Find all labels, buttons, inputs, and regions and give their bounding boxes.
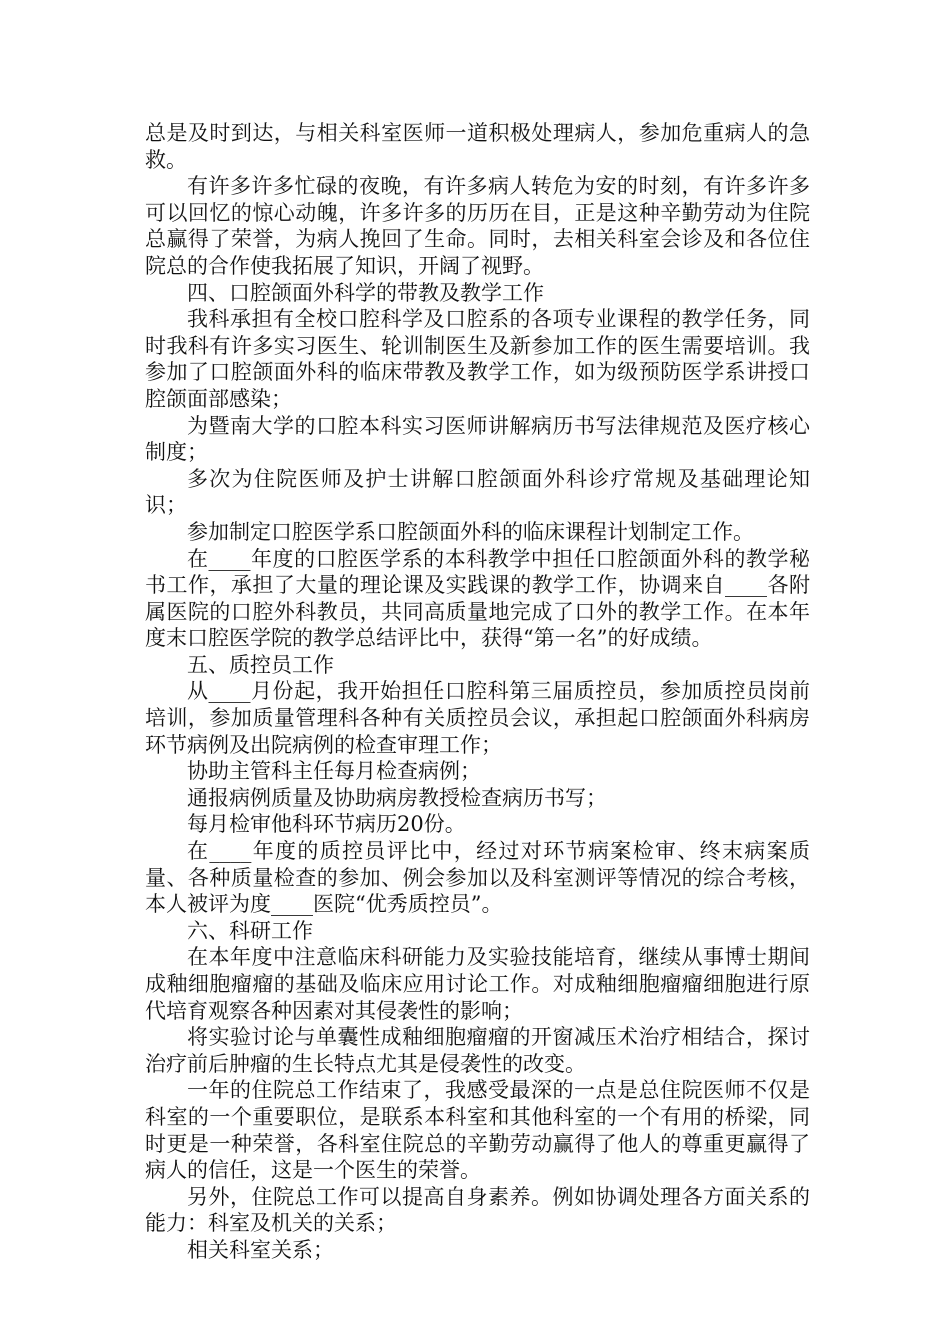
paragraph: 协助主管科主任每月检查病例；	[187, 759, 481, 784]
paragraph: 在____年度的质控员评比中，经过对环节病案检审、终末病案质量、各种质量检查的参加、例会参加以及科室测评等情况的综合考核，本人被评为度____医院“优秀质控员”。	[145, 839, 810, 917]
paragraph: 我科承担有全校口腔科学及口腔系的各项专业课程的教学任务，同时我科有许多实习医生、轮训制医生及新参加工作的医生需要培训。我参加了口腔颌面外科的临床带教及教学工作，如为级预防医学系讲授口腔颌面部感染；	[145, 307, 810, 411]
paragraph: 在____年度的口腔医学系的本科教学中担任口腔颌面外科的教学秘书工作，承担了大量的理论课及实践课的教学工作，协调来自____各附属医院的口腔外科教员，共同高质量地完成了口外的教学工作。在本年度末口腔医学院的教学总结评比中，获得“第一名”的好成绩。	[145, 546, 810, 651]
paragraph: 为暨南大学的口腔本科实习医师讲解病历书写法律规范及医疗核心制度；	[145, 413, 810, 465]
paragraph: 有许多许多忙碌的夜晚，有许多病人转危为安的时刻，有许多许多可以回忆的惊心动魄，许多许多的历历在目，正是这种辛勤劳动为住院总赢得了荣誉，为病人挽回了生命。同时，去相关科室会诊及和各位住院总的合作使我拓展了知识，开阔了视野。	[145, 174, 810, 278]
paragraph: 在本年度中注意临床科研能力及实验技能培育，继续从事博士期间成釉细胞瘤瘤的基础及临床应用讨论工作。对成釉细胞瘤瘤细胞进行原代培育观察各种因素对其侵袭性的影响；	[145, 945, 810, 1023]
paragraph: 参加制定口腔医学系口腔颌面外科的临床课程计划制定工作。	[187, 519, 754, 544]
paragraph: 每月检审他科环节病历20份。	[187, 812, 466, 837]
section-heading: 六、科研工作	[187, 918, 313, 943]
paragraph: 将实验讨论与单囊性成釉细胞瘤瘤的开窗减压术治疗相结合，探讨治疗前后肿瘤的生长特点尤其是侵袭性的改变。	[145, 1025, 810, 1076]
paragraph: 通报病例质量及协助病房教授检查病历书写；	[187, 785, 607, 810]
paragraph: 多次为住院医师及护士讲解口腔颌面外科诊疗常规及基础理论知识；	[145, 466, 810, 518]
section-heading: 四、口腔颌面外科学的带教及教学工作	[187, 280, 544, 305]
paragraph: 从____月份起，我开始担任口腔科第三届质控员，参加质控员岗前培训，参加质量管理科各种有关质控员会议，承担起口腔颌面外科病房环节病例及出院病例的检查审理工作；	[145, 679, 810, 757]
document-body	[145, 120, 810, 1264]
paragraph: 一年的住院总工作结束了，我感受最深的一点是总住院医师不仅是科室的一个重要职位，是联系本科室和其他科室的一个有用的桥梁，同时更是一种荣誉，各科室住院总的辛勤劳动赢得了他人的尊重更赢得了病人的信任，这是一个医生的荣誉。	[145, 1078, 810, 1183]
paragraph: 相关科室关系；	[187, 1237, 334, 1262]
section-heading: 五、质控员工作	[187, 652, 334, 677]
paragraph: 另外，住院总工作可以提高自身素养。例如协调处理各方面关系的能力：科室及机关的关系；	[145, 1184, 810, 1236]
paragraph: 总是及时到达，与相关科室医师一道积极处理病人，参加危重病人的急救。	[145, 121, 810, 172]
